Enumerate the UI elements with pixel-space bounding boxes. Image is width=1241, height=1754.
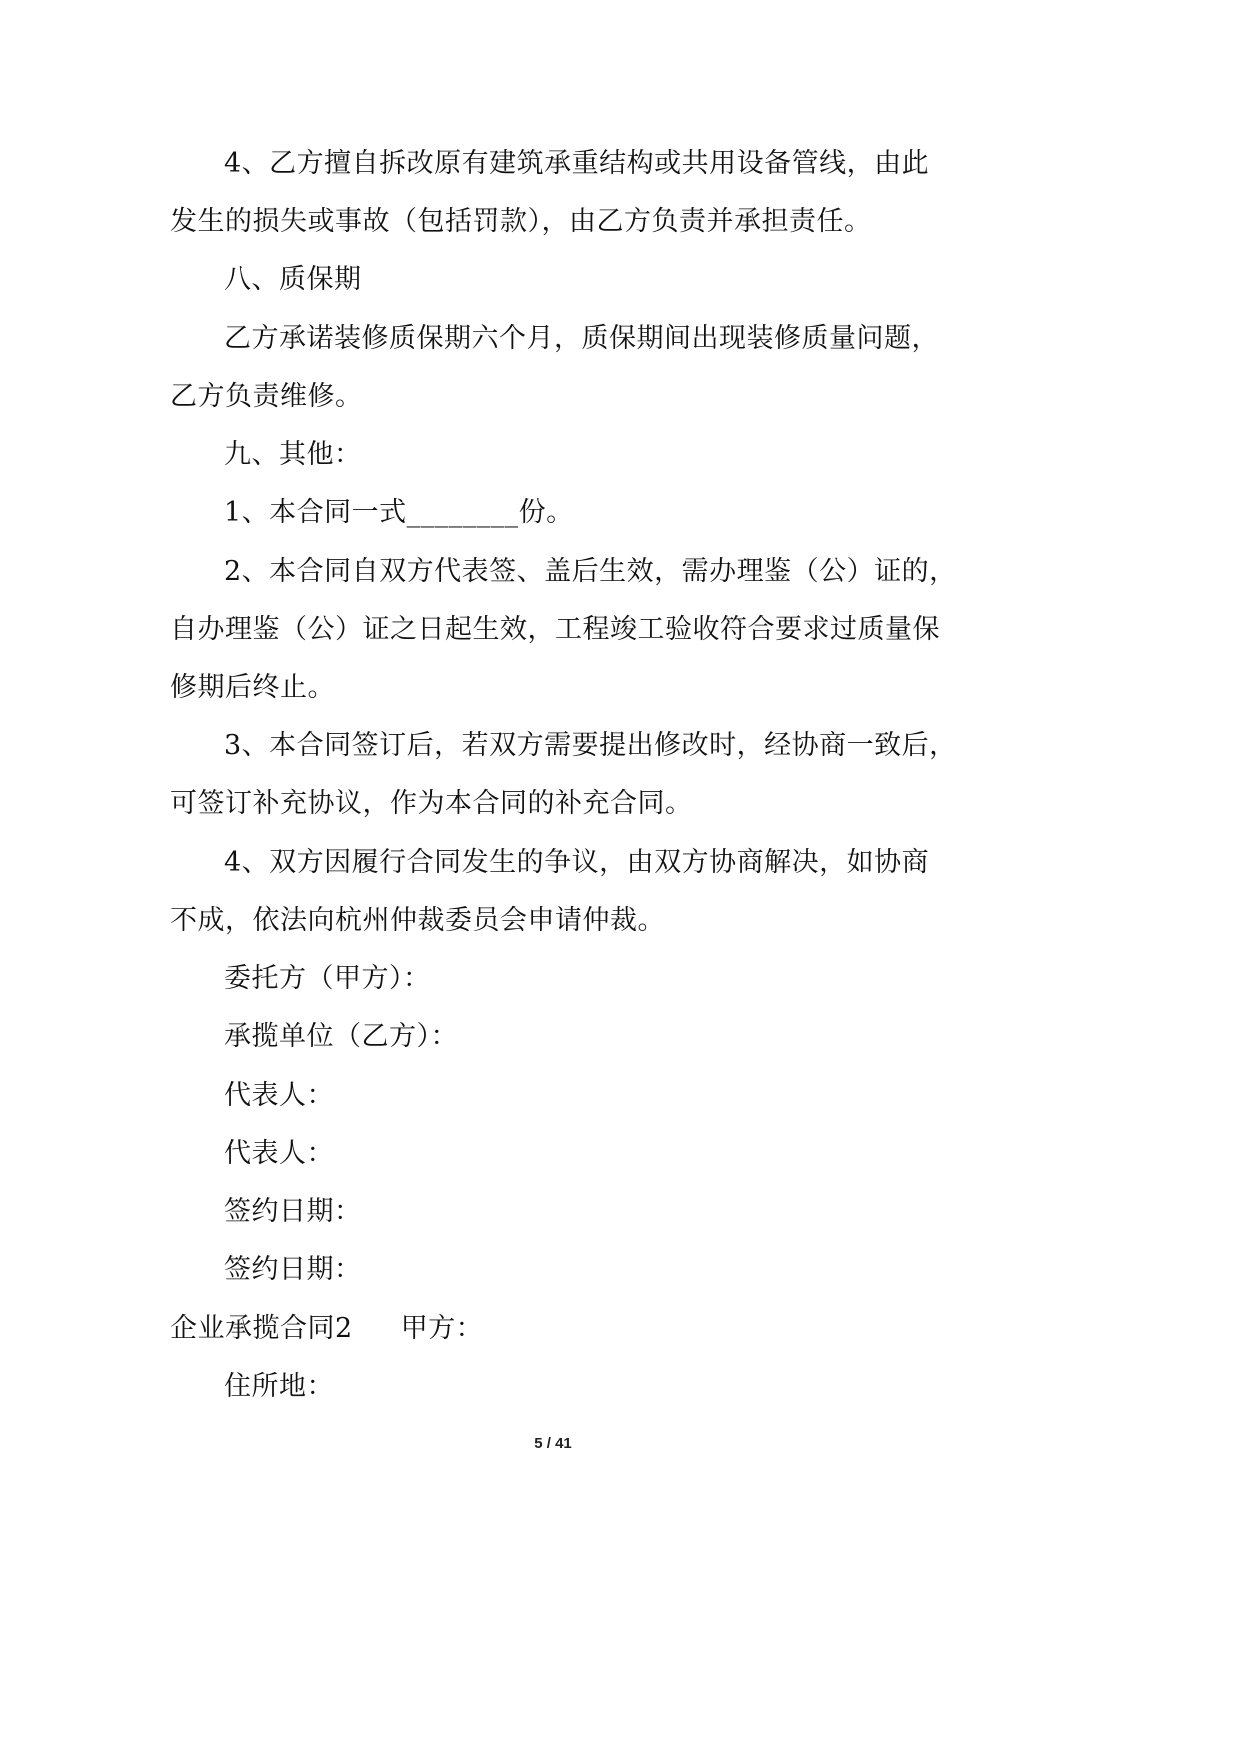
other-clause-4-line-2: 不成，依法向杭州仲裁委员会申请仲裁。 <box>170 905 665 936</box>
section-8-heading: 八、质保期 <box>224 264 362 295</box>
page-number: 5 / 41 <box>534 1435 572 1452</box>
signature-client-label: 委托方（甲方）： <box>224 963 431 994</box>
signature-contractor-label: 承揽单位（乙方）： <box>224 1021 458 1052</box>
representative-label-a: 代表人： <box>224 1080 334 1111</box>
other-clause-1: 1、本合同一式________份。 <box>224 497 574 528</box>
section-9-heading: 九、其他： <box>224 439 362 470</box>
signing-date-label-a: 签约日期： <box>224 1196 362 1227</box>
representative-label-b: 代表人： <box>224 1138 334 1169</box>
other-clause-2-line-2: 自办理鉴（公）证之日起生效，工程竣工验收符合要求过质量保 <box>170 614 940 645</box>
warranty-line-2: 乙方负责维修。 <box>170 381 363 412</box>
clause-4-line-1: 4、乙方擅自拆改原有建筑承重结构或共用设备管线，由此 <box>224 148 930 179</box>
other-clause-2-line-1: 2、本合同自双方代表签、盖后生效，需办理鉴（公）证的， <box>224 556 957 587</box>
next-contract-heading <box>170 1312 483 1346</box>
signing-date-label-b: 签约日期： <box>224 1254 362 1285</box>
other-clause-3-line-1: 3、本合同签订后，若双方需要提出修改时，经协商一致后， <box>224 730 957 761</box>
other-clause-2-line-3: 修期后终止。 <box>170 672 335 703</box>
party-a-label: 甲方： <box>400 1313 484 1344</box>
other-clause-4-line-1: 4、双方因履行合同发生的争议，由双方协商解决，如协商 <box>224 847 930 878</box>
warranty-line-1: 乙方承诺装修质保期六个月，质保期间出现装修质量问题， <box>224 323 939 354</box>
clause-4-line-2: 发生的损失或事故（包括罚款），由乙方负责并承担责任。 <box>170 206 872 237</box>
next-contract-title: 企业承揽合同2 <box>170 1313 353 1344</box>
other-clause-3-line-2: 可签订补充协议，作为本合同的补充合同。 <box>170 788 693 819</box>
address-label: 住所地： <box>224 1371 334 1402</box>
